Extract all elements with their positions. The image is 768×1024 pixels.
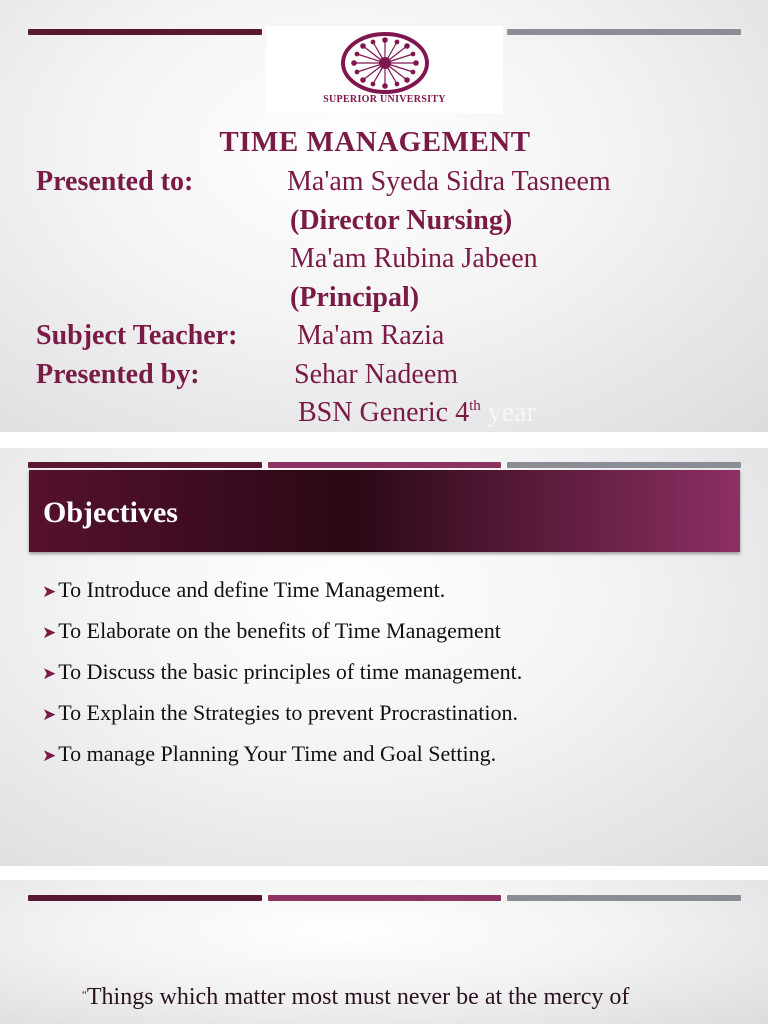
presented-by-name: Sehar Nadeem <box>294 359 459 390</box>
arrow-bullet-icon: ➤ <box>42 746 57 765</box>
presented-by-label: Presented by: <box>36 359 200 390</box>
decor-bar-left <box>28 29 262 35</box>
university-emblem-icon <box>338 31 432 95</box>
quote-mark: “ <box>82 989 87 1001</box>
subject-teacher-label: Subject Teacher: <box>36 320 238 351</box>
list-item-text: To manage Planning Your Time and Goal Setting. <box>58 741 497 766</box>
decor-bar-left <box>28 895 262 901</box>
presented-to-name-2: Ma'am Rubina Jabeen <box>290 243 538 274</box>
presented-to-name-1: Ma'am Syeda Sidra Tasneem <box>287 166 611 197</box>
quote-text <box>82 984 722 1011</box>
arrow-bullet-icon: ➤ <box>42 664 57 683</box>
decor-bar-right <box>507 895 741 901</box>
list-item <box>42 576 522 617</box>
decor-bar-right <box>507 462 741 468</box>
decor-bar-right <box>507 29 741 35</box>
list-item-text: To Explain the Strategies to prevent Procrastination. <box>58 700 518 725</box>
presented-to-role-2: (Principal) <box>290 282 420 313</box>
university-logo <box>266 26 503 113</box>
decor-bar-left <box>28 462 262 468</box>
objectives-slide <box>0 448 768 866</box>
quote-body: Things which matter most must never be at the mercy of <box>86 984 630 1010</box>
arrow-bullet-icon: ➤ <box>42 705 57 724</box>
arrow-bullet-icon: ➤ <box>42 623 57 642</box>
objectives-list <box>42 576 522 781</box>
objectives-heading: Objectives <box>43 496 178 529</box>
objectives-banner <box>29 470 740 552</box>
list-item-text: To Elaborate on the benefits of Time Management <box>58 618 501 643</box>
logo-text: SUPERIOR UNIVERSITY <box>323 94 446 105</box>
list-item <box>42 617 522 658</box>
program-text: BSN Generic 4 <box>298 397 470 428</box>
title-slide <box>0 0 768 432</box>
quote-slide <box>0 880 768 1024</box>
program-line <box>298 397 536 429</box>
presented-to-role-1: (Director Nursing) <box>290 205 513 236</box>
subject-teacher-name: Ma'am Razia <box>297 320 445 351</box>
decor-bar-middle <box>268 895 501 901</box>
presentation-title: TIME MANAGEMENT <box>219 126 531 158</box>
list-item-text: To Discuss the basic principles of time management. <box>58 659 523 684</box>
arrow-bullet-icon: ➤ <box>42 582 57 601</box>
program-year: year <box>480 397 536 428</box>
decor-bar-middle <box>268 462 501 468</box>
list-item-text: To Introduce and define Time Management. <box>58 577 446 602</box>
list-item <box>42 740 522 781</box>
list-item <box>42 699 522 740</box>
presented-to-label: Presented to: <box>36 166 194 197</box>
list-item <box>42 658 522 699</box>
program-ordinal: th <box>469 398 481 414</box>
